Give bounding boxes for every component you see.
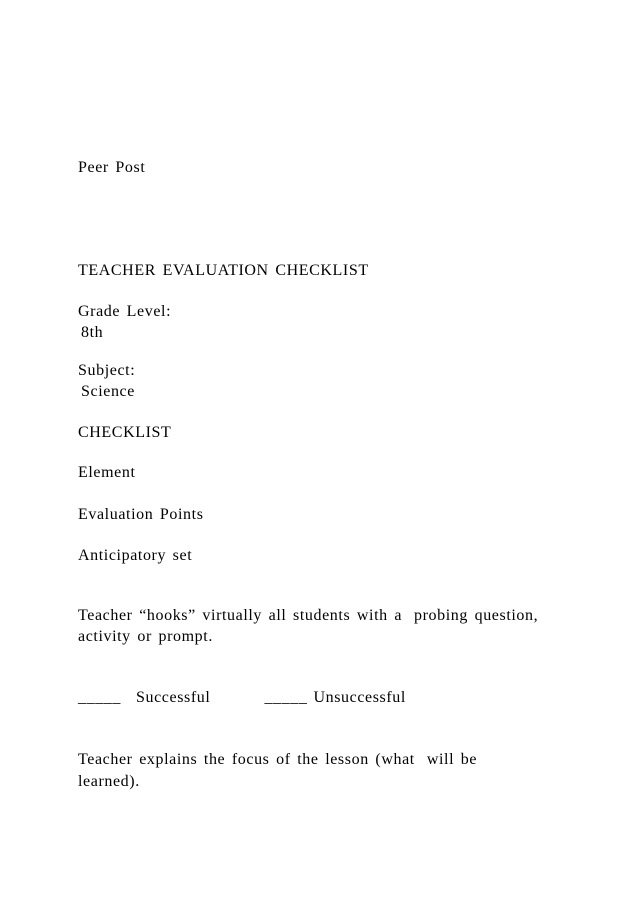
unsuccessful-blank: _____ — [264, 689, 308, 706]
checklist-heading: CHECKLIST — [78, 424, 172, 441]
item2-line1-continuation: will be — [426, 751, 478, 768]
grade-level-value: 8th — [81, 324, 104, 341]
grade-level-label: Grade Level: — [78, 303, 172, 320]
item1-line1-continuation: probing question, — [414, 607, 539, 624]
successful-label: Successful — [136, 689, 211, 706]
rating-row — [78, 688, 406, 708]
item1-line2: activity or prompt. — [78, 628, 213, 645]
item2-line1 — [78, 750, 477, 770]
column-evaluation-points: Evaluation Points — [78, 506, 204, 523]
checklist-title: TEACHER EVALUATION CHECKLIST — [78, 262, 369, 279]
item2-line1-text: Teacher explains the focus of the lesson (what — [78, 751, 415, 768]
subject-value: Science — [81, 383, 135, 400]
peer-post-header: Peer Post — [78, 159, 146, 176]
unsuccessful-label: Unsuccessful — [313, 689, 406, 706]
item1-line1 — [78, 606, 538, 626]
item1-line1-text: Teacher “hooks” virtually all students with a — [78, 607, 403, 624]
section-anticipatory-set: Anticipatory set — [78, 547, 193, 564]
column-element: Element — [78, 464, 136, 481]
subject-label: Subject: — [78, 362, 136, 379]
item2-line2: learned). — [78, 773, 140, 790]
successful-blank: _____ — [78, 689, 121, 706]
